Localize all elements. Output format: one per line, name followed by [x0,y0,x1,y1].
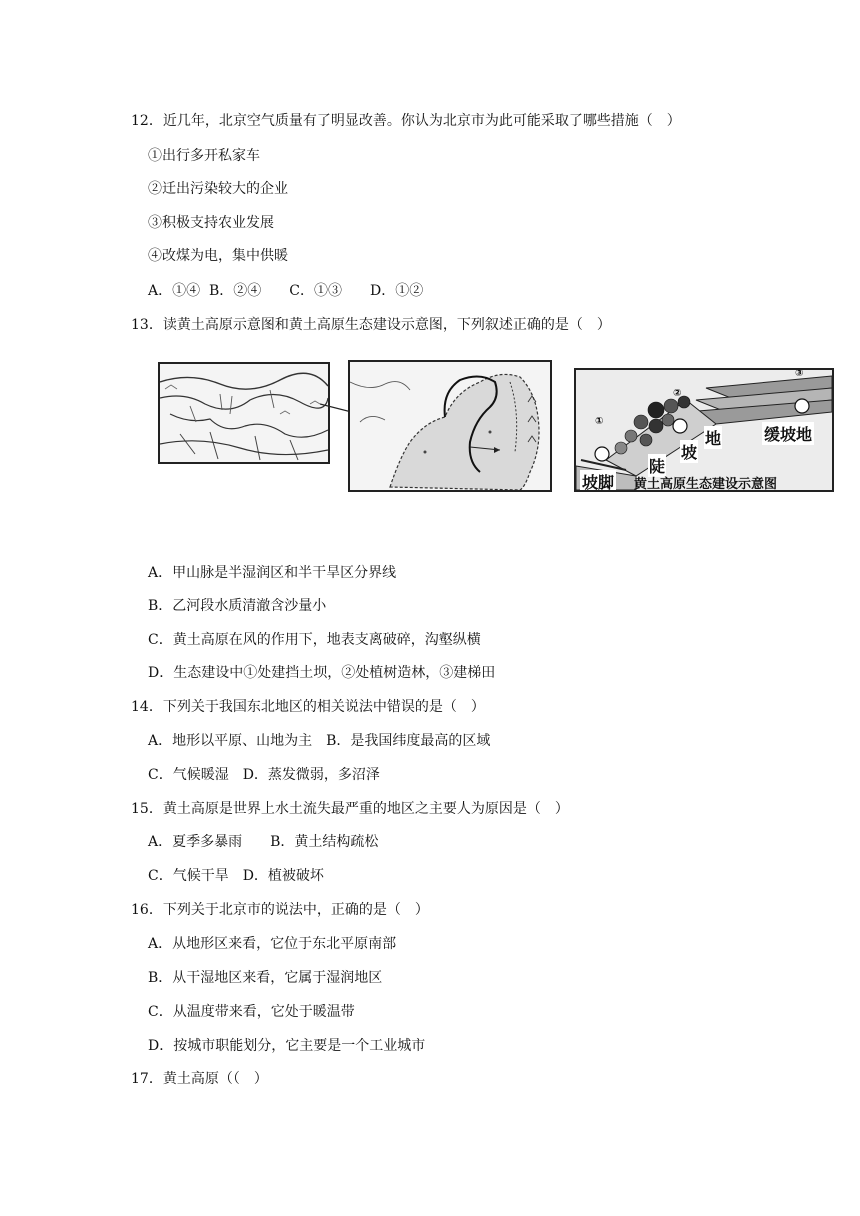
marker-1: ① [595,416,604,427]
label-steep: 陡 [648,454,666,477]
q17-stem: 17．黄土高原（（ ） [131,1071,268,1087]
ecological-construction-diagram [574,368,834,492]
loess-plateau-map [348,360,552,492]
q12-item-3: ③积极支持农业发展 [148,215,274,231]
loess-landscape-sketch [158,362,330,464]
q14-stem: 14．下列关于我国东北地区的相关说法中错误的是（ ） [131,699,485,715]
q16-option-a: A．从地形区来看，它位于东北平原南部 [148,936,397,952]
q16-option-d: D．按城市职能划分，它主要是一个工业城市 [148,1038,426,1054]
q13-stem: 13．读黄土高原示意图和黄土高原生态建设示意图，下列叙述正确的是（ ） [131,317,611,333]
q12-stem: 12．近几年，北京空气质量有了明显改善。你认为北京市为此可能采取了哪些措施（ ） [131,113,681,129]
marker-2: ② [673,388,682,399]
q13-option-c: C．黄土高原在风的作用下，地表支离破碎，沟壑纵横 [148,632,481,648]
q12-item-4: ④改煤为电，集中供暖 [148,248,288,264]
label-gentle-slope-land: 缓坡地 [762,422,814,445]
q15-options-line-2: C．气候干旱 D．植被破坏 [148,868,324,884]
q14-options-line-2: C．气候暖湿 D．蒸发微弱，多沼泽 [148,767,380,783]
figure-caption: 黄土高原生态建设示意图 [634,477,778,492]
q16-stem: 16．下列关于北京市的说法中，正确的是（ ） [131,902,429,918]
q13-option-b: B．乙河段水质清澈含沙量小 [148,598,327,614]
label-slope-foot: 坡脚 [580,470,616,492]
q12-item-2: ②迁出污染较大的企业 [148,181,288,197]
label-slope: 坡 [680,440,698,463]
q14-options-line-1: A．地形以平原、山地为主 B．是我国纬度最高的区域 [148,733,491,749]
q12-item-1: ①出行多开私家车 [148,148,260,164]
q15-options-line-1: A．夏季多暴雨 B．黄土结构疏松 [148,834,379,850]
q16-option-b: B．从干湿地区来看，它属于湿润地区 [148,970,383,986]
q12-choices: A．①④ B．②④ C．①③ D．①② [148,283,424,299]
q13-option-a: A．甲山脉是半湿润区和半干旱区分界线 [148,565,397,581]
label-land: 地 [704,426,722,449]
q16-option-c: C．从温度带来看，它处于暖温带 [148,1004,355,1020]
q13-option-d: D．生态建设中①处建挡土坝，②处植树造林，③建梯田 [148,665,496,681]
q15-stem: 15．黄土高原是世界上水土流失最严重的地区之主要人为原因是（ ） [131,801,569,817]
marker-3: ③ [795,368,804,379]
